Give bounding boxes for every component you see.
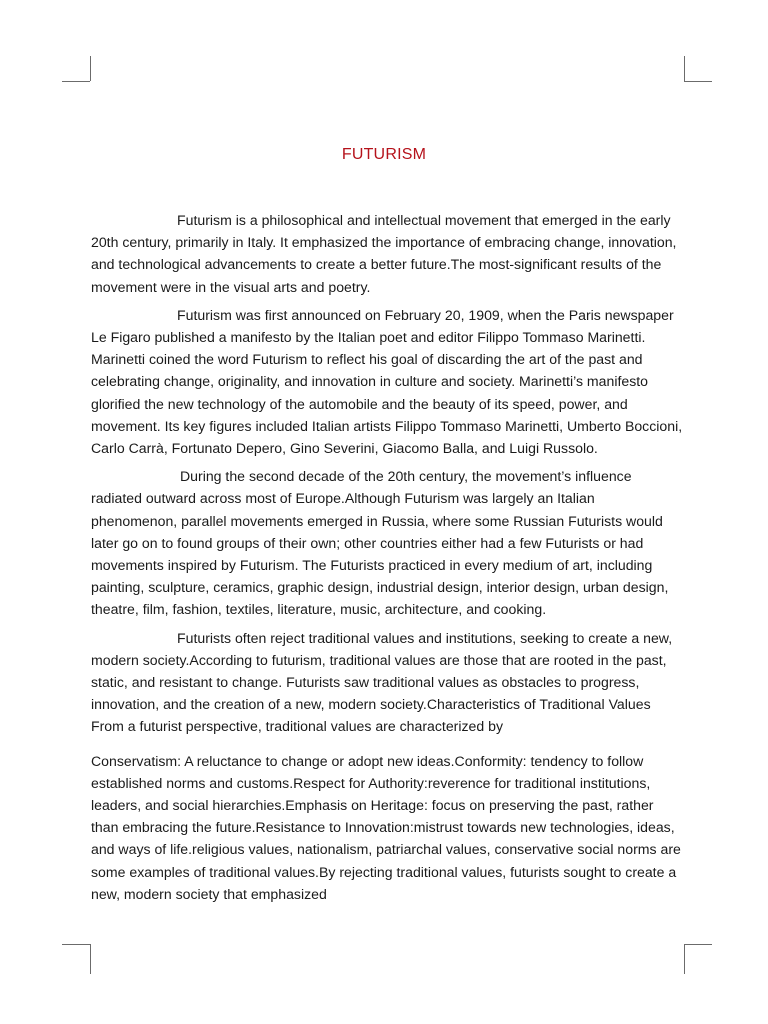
- crop-mark-bottom-left: [62, 944, 90, 945]
- paragraph: Conservatism: A reluctance to change or adopt new ideas.Conformity: tendency to follow established norms and customs.Respect for Authority:reverence for traditional institutions, leaders, and social hierarchies.Emphasis on Heritage: focus on preserving the past, rather than embracing the future.Resistance to Innovation:mistrust towards new technologies, ideas, and ways of life.religious values, nationalism, patriarchal values, conservative social norms are some examples of traditional values.By rejecting traditional values, futurists sought to create a new, modern society that emphasized: [91, 752, 681, 902]
- document-title: FUTURISM: [341, 146, 427, 163]
- crop-mark-top-right: [684, 56, 685, 81]
- paragraph: Futurism was first announced on February 20, 1909, when the Paris newspaper Le Figaro published a manifesto by the Italian poet and editor Filippo Tommaso Marinetti. Marinetti coined the word Futurism to reflect his goal of discarding the art of the past and celebrating change, originality, and innovation in culture and society. Marinetti’s manifesto glorified the new technology of the automobile and the beauty of its speed, power, and movement. Its key figures included Italian artists Filippo Tommaso Marinetti, Umberto Boccioni, Carlo Carrà, Fortunato Depero, Gino Severini, Giacomo Balla, and Luigi Russolo.: [91, 306, 683, 457]
- crop-mark-top-left: [90, 56, 91, 81]
- crop-mark-top-left: [62, 81, 90, 82]
- crop-mark-bottom-right: [684, 944, 712, 945]
- paragraph: Futurists often reject traditional values and institutions, seeking to create a new, modern society.According to futurism, traditional values are those that are rooted in the past, static, and resistant to change. Futurists saw traditional values as obstacles to progress, innovation, and the creation of a new, modern society.Characteristics of Traditional Values From a futurist perspective, traditional values are characterized by: [91, 629, 673, 735]
- crop-mark-top-right: [684, 81, 712, 82]
- crop-mark-bottom-right: [684, 944, 685, 974]
- document-body: [91, 209, 684, 911]
- paragraph: During the second decade of the 20th century, the movement’s influence radiated outward across most of Europe.Although Futurism was largely an Italian phenomenon, parallel movements emerged in Russia, where some Russian Futurists would later go on to found groups of their own; other countries either had a few Futurists or had movements inspired by Futurism. The Futurists practiced in every medium of art, including painting, sculpture, ceramics, graphic design, industrial design, interior design, urban design, theatre, film, fashion, textiles, literature, music, architecture, and cooking.: [91, 468, 669, 618]
- crop-mark-bottom-left: [90, 944, 91, 974]
- paragraph: Futurism is a philosophical and intellectual movement that emerged in the early 20th century, primarily in Italy. It emphasized the importance of embracing change, innovation, and technological advancements to create a better future.The most-significant results of the movement were in the visual arts and poetry.: [91, 212, 677, 295]
